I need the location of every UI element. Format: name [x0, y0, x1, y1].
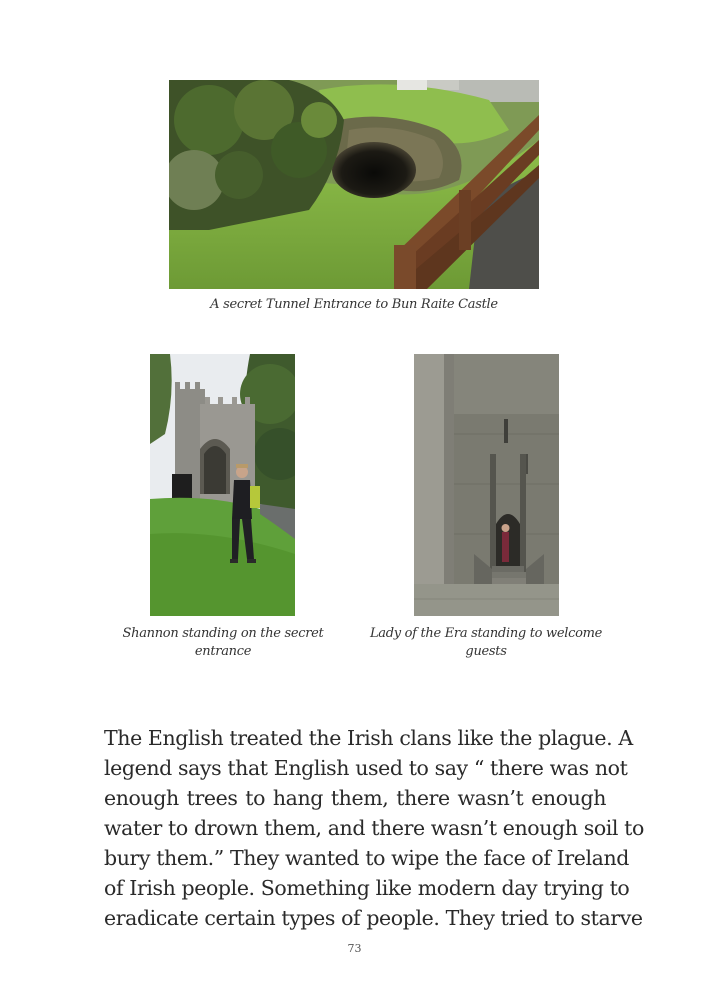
body-line: water to drown them, and there wasn’t enough soil to: [104, 816, 644, 840]
shannon-photo-caption: [112, 625, 334, 661]
shannon-caption-line-1: Shannon standing on the secret: [122, 626, 324, 641]
shannon-castle-photo: [150, 354, 295, 616]
body-line: The English treated the Irish clans like the plague. A: [104, 726, 633, 750]
page-number: 73: [347, 942, 362, 955]
body-line: eradicate certain types of people. They tried to starve: [104, 906, 643, 930]
body-line: legend says that English used to say “ there was not: [104, 756, 628, 780]
lady-castle-door-photo: [414, 354, 559, 616]
lady-caption-line-2: guests: [465, 644, 507, 659]
body-line: of Irish people. Something like modern day trying to: [104, 876, 630, 900]
tunnel-entrance-photo: [169, 80, 539, 289]
body-line: enough trees to hang them, there wasn’t enough: [104, 786, 606, 810]
lady-photo-caption: [366, 625, 606, 661]
tunnel-photo-caption: A secret Tunnel Entrance to Bun Raite Castle: [210, 297, 498, 312]
body-line: bury them.” They wanted to wipe the face of Ireland: [104, 846, 630, 870]
body-paragraph: [104, 723, 644, 933]
lady-caption-line-1: Lady of the Era standing to welcome: [369, 626, 603, 641]
shannon-caption-line-2: entrance: [194, 644, 252, 659]
